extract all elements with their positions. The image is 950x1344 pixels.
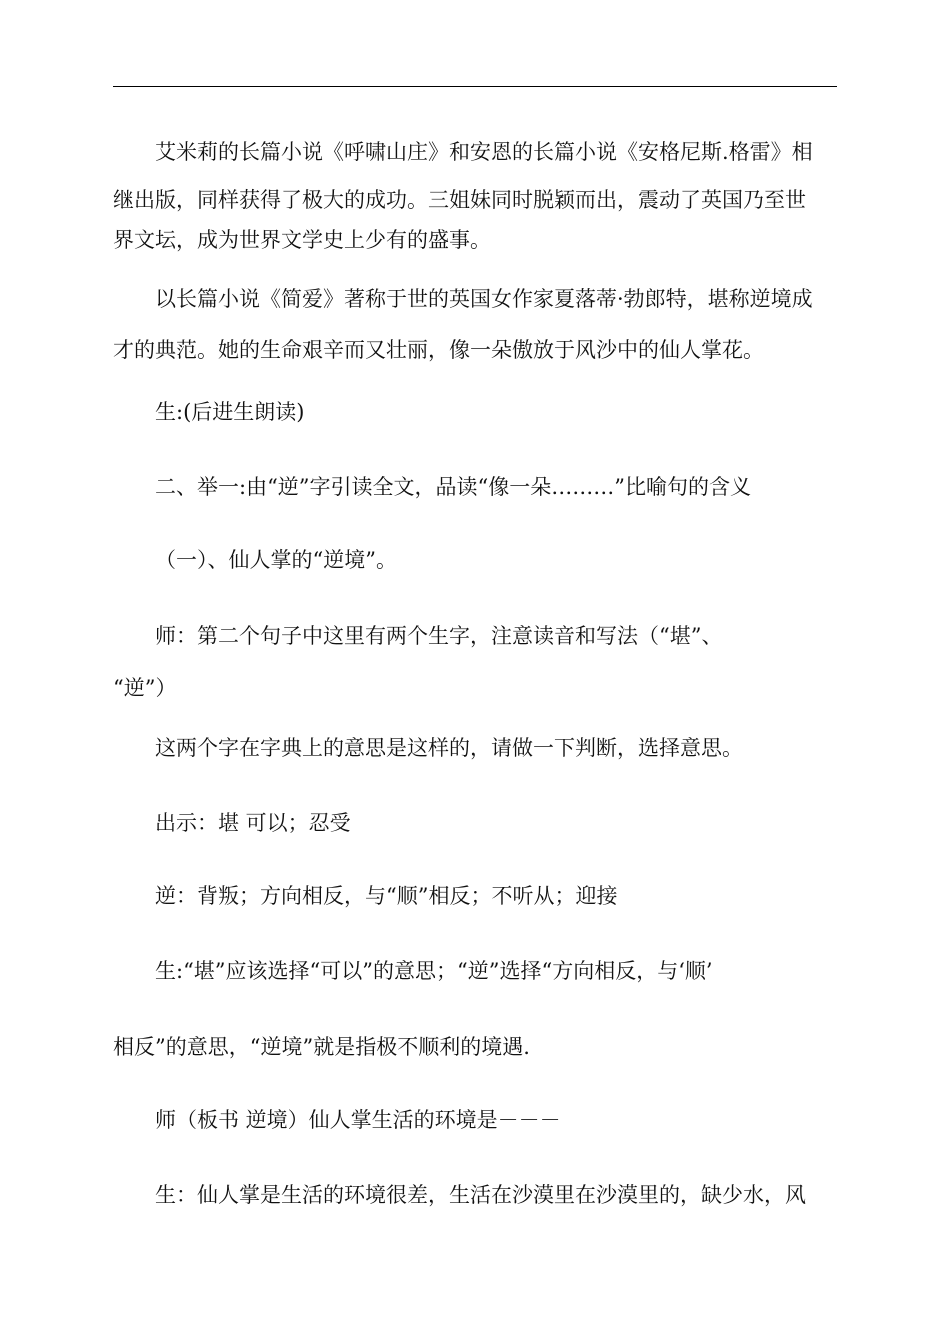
text-line: 生:“堪”应该选择“可以”的意思；“逆”选择“方向相反，与‘顺’ xyxy=(155,959,713,983)
text-line: 以长篇小说《简爱》著称于世的英国女作家夏落蒂·勃郎特，堪称逆境成 xyxy=(155,287,813,311)
text-line: 相反”的意思，“逆境”就是指极不顺利的境遇. xyxy=(113,1035,530,1059)
text-line: “逆”） xyxy=(113,676,177,700)
text-line: 界文坛，成为世界文学史上少有的盛事。 xyxy=(113,228,491,252)
text-line: 这两个字在字典上的意思是这样的，请做一下判断，选择意思。 xyxy=(155,736,743,760)
text-line: 出示：堪 可以；忍受 xyxy=(155,811,351,835)
text-line: 师（板书 逆境）仙人掌生活的环境是－－－ xyxy=(155,1108,561,1132)
text-line: 师：第二个句子中这里有两个生字，注意读音和写法（“堪”、 xyxy=(155,624,723,648)
heading-line: 二、举一:由“逆”字引读全文，品读“像一朵………”比喻句的含义 xyxy=(155,475,752,499)
text-line: 逆：背叛；方向相反，与“顺”相反；不听从；迎接 xyxy=(155,884,618,908)
text-line: 继出版，同样获得了极大的成功。三姐妹同时脱颖而出，震动了英国乃至世 xyxy=(113,188,806,212)
text-line: 生:(后进生朗读) xyxy=(155,400,305,424)
text-line: 生：仙人掌是生活的环境很差，生活在沙漠里在沙漠里的，缺少水，风 xyxy=(155,1183,806,1207)
subheading-line: （一）、仙人掌的“逆境”。 xyxy=(155,548,397,572)
text-line: 才的典范。她的生命艰辛而又壮丽，像一朵傲放于风沙中的仙人掌花。 xyxy=(113,338,764,362)
header-rule xyxy=(113,86,837,87)
text-line: 艾米莉的长篇小说《呼啸山庄》和安恩的长篇小说《安格尼斯.格雷》相 xyxy=(155,140,813,164)
